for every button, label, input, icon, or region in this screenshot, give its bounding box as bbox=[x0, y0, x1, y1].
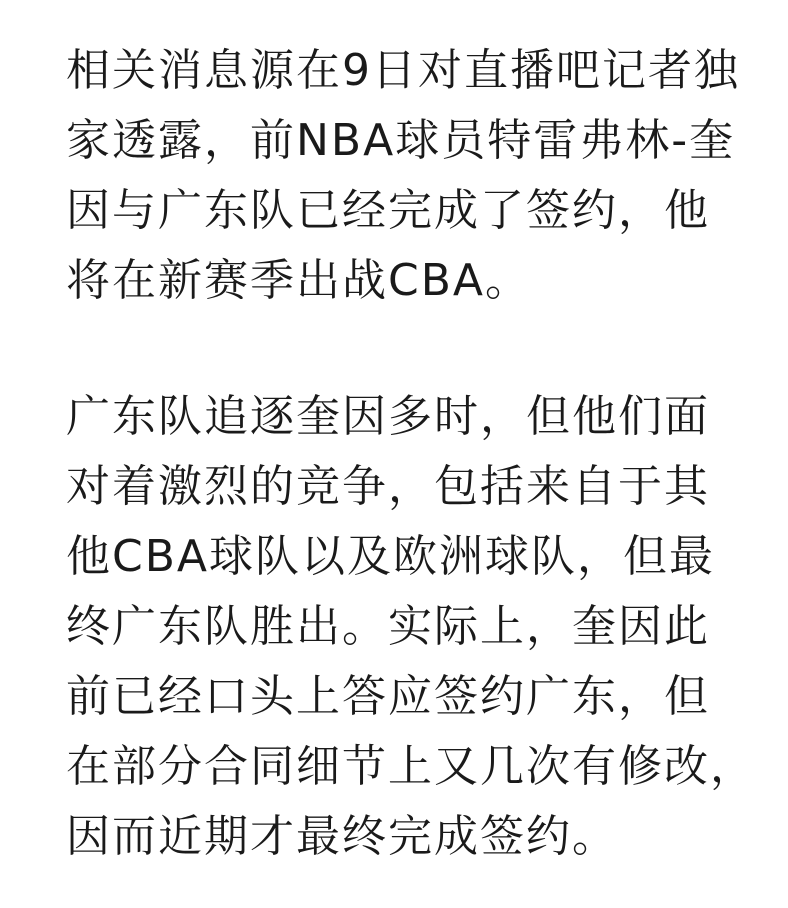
text-line: 家透露，前NBA球员特雷弗林-奎 bbox=[66, 115, 736, 166]
paragraph-1 bbox=[66, 36, 746, 316]
text-line: 前已经口头上答应签约广东，但 bbox=[66, 671, 710, 722]
text-line: 终广东队胜出。实际上，奎因此 bbox=[66, 601, 710, 652]
text-line: 对着激烈的竞争，包括来自于其 bbox=[66, 461, 710, 512]
text-line: 在部分合同细节上又几次有修改， bbox=[66, 741, 756, 792]
text-line: 因与广东队已经完成了签约，他 bbox=[66, 185, 710, 236]
paragraph-2 bbox=[66, 382, 756, 872]
text-line: 广东队追逐奎因多时，但他们面 bbox=[66, 391, 710, 442]
text-line: 将在新赛季出战CBA。 bbox=[66, 255, 532, 306]
text-line: 相关消息源在9日对直播吧记者独 bbox=[66, 45, 740, 96]
text-line: 因而近期才最终完成签约。 bbox=[66, 811, 618, 862]
text-line: 他CBA球队以及欧洲球队，但最 bbox=[66, 531, 716, 582]
article-body bbox=[66, 36, 756, 872]
